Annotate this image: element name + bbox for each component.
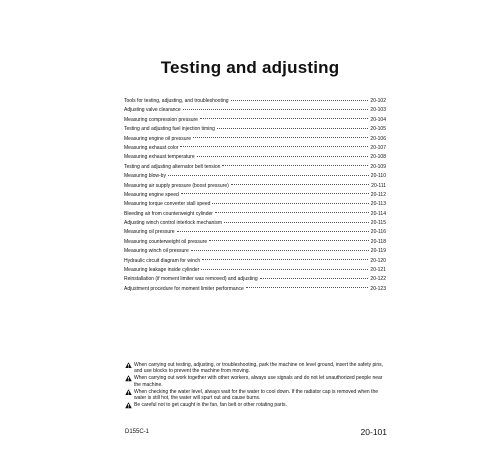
- warning-triangle-icon: [125, 389, 132, 395]
- toc-entry-label: Measuring exhaust temperature: [124, 154, 195, 161]
- toc-dot-leader: [177, 231, 369, 232]
- footer-page-number: 20-101: [360, 427, 387, 437]
- toc-entry: [124, 135, 386, 144]
- toc-dot-leader: [200, 118, 369, 119]
- toc-dot-leader: [202, 259, 368, 260]
- toc-entry-page: 20-110: [370, 173, 386, 180]
- toc-entry-label: Measuring leakage inside cylinder: [124, 267, 200, 274]
- toc-entry-label: Testing and adjusting fuel injection timing: [124, 126, 215, 133]
- toc-entry: [124, 257, 386, 266]
- toc-dot-leader: [180, 146, 368, 147]
- toc-dot-leader: [224, 222, 369, 223]
- toc-entry-page: 20-114: [370, 210, 386, 217]
- toc-entry: [124, 144, 386, 153]
- toc-entry-page: 20-102: [370, 98, 386, 104]
- toc-dot-leader: [201, 269, 368, 270]
- warning-triangle-icon: [125, 375, 132, 381]
- toc-entry-page: 20-123: [370, 285, 386, 292]
- warning-triangle-icon: [125, 362, 132, 368]
- warning-text: Be careful not to get caught in the fan, fan belt or other rotating parts.: [134, 402, 287, 409]
- page-title: Testing and adjusting: [160, 58, 340, 77]
- toc-entry: [124, 228, 386, 237]
- toc-entry-label: Measuring engine speed: [124, 191, 179, 198]
- toc-entry: [124, 191, 386, 200]
- toc-entry: [124, 247, 386, 256]
- toc-dot-leader: [231, 184, 369, 185]
- toc-entry-label: Measuring air supply pressure (boost pressure): [124, 182, 229, 189]
- table-of-contents: [124, 97, 386, 294]
- toc-entry: [124, 172, 386, 181]
- toc-entry: [124, 97, 386, 106]
- footer-model-code: D155C-1: [125, 429, 150, 435]
- toc-entry-page: 20-122: [370, 276, 386, 283]
- toc-entry-page: 20-120: [370, 257, 386, 264]
- toc-entry-page: 20-119: [370, 248, 386, 255]
- toc-dot-leader: [183, 109, 369, 110]
- toc-entry-page: 20-112: [370, 191, 386, 198]
- toc-entry: [124, 200, 386, 209]
- toc-entry-label: Measuring exhaust color: [124, 144, 179, 151]
- toc-entry-label: Testing and adjusting alternator belt tension: [124, 163, 221, 170]
- toc-dot-leader: [209, 240, 369, 241]
- toc-entry-page: 20-104: [370, 116, 386, 123]
- toc-dot-leader: [231, 100, 369, 101]
- toc-entry-label: Measuring oil pressure: [124, 229, 175, 236]
- toc-dot-leader: [217, 128, 369, 129]
- warning-text: When carrying out testing, adjusting, or troubleshooting, park the machine on level ground, insert the safety pins, and use blocks to prevent the machine from moving.: [134, 362, 384, 375]
- toc-entry: [124, 106, 386, 115]
- toc-entry-page: 20-116: [370, 229, 386, 236]
- toc-entry: [124, 238, 386, 247]
- toc-entry: [124, 266, 386, 275]
- toc-dot-leader: [222, 165, 368, 166]
- toc-entry: [124, 210, 386, 219]
- toc-entry: [124, 182, 386, 191]
- toc-entry-label: Hydraulic circuit diagram for winch: [124, 257, 201, 264]
- toc-entry-label: Adjusting winch control interlock mechanism: [124, 220, 223, 227]
- toc-entry-label: Measuring torque converter stall speed: [124, 201, 211, 208]
- toc-entry-page: 20-109: [370, 163, 386, 170]
- toc-entry: [124, 219, 386, 228]
- toc-entry-label: Measuring engine oil pressure: [124, 135, 191, 142]
- toc-entry-label: Adjusting valve clearance: [124, 107, 181, 114]
- toc-entry-page: 20-118: [370, 238, 386, 245]
- toc-entry-label: Tools for testing, adjusting, and troubleshooting: [124, 98, 229, 104]
- toc-entry: [124, 116, 386, 125]
- toc-dot-leader: [193, 137, 368, 138]
- warning-item: [125, 362, 387, 375]
- toc-entry-label: Reinstallation (if moment limiter was removed) and adjusting: [124, 276, 258, 283]
- toc-entry-page: 20-113: [370, 201, 386, 208]
- toc-dot-leader: [197, 156, 369, 157]
- toc-entry-label: Measuring compression pressure: [124, 116, 198, 123]
- toc-entry: [124, 285, 386, 294]
- toc-entry: [124, 163, 386, 172]
- toc-entry-page: 20-103: [370, 107, 386, 114]
- warning-text: When checking the water level, always wait for the water to cool down. If the radiator cap is removed when the water is still hot, the water will spurt out and cause burns.: [134, 388, 379, 402]
- toc-entry-page: 20-108: [370, 154, 386, 161]
- warning-item: [125, 402, 387, 408]
- warning-triangle-icon: [125, 402, 132, 408]
- toc-entry-page: 20-106: [370, 135, 386, 142]
- toc-entry-page: 20-121: [370, 267, 386, 274]
- warning-item: [125, 389, 387, 402]
- warning-item: [125, 375, 387, 388]
- toc-dot-leader: [212, 203, 368, 204]
- safety-warnings: [125, 362, 387, 409]
- warning-text: When carrying out work together with other workers, always use signals and do not let unauthorized people near the machine.: [134, 375, 383, 388]
- toc-entry-label: Adjustment procedure for moment limiter performance: [124, 285, 244, 292]
- toc-dot-leader: [168, 175, 369, 176]
- toc-entry-page: 20-107: [370, 144, 386, 151]
- toc-entry-page: 20-115: [370, 220, 386, 227]
- toc-dot-leader: [215, 212, 369, 213]
- toc-dot-leader: [260, 278, 369, 279]
- toc-entry: [124, 153, 386, 162]
- toc-entry-label: Bleeding air from counterweight cylinder: [124, 210, 213, 217]
- toc-dot-leader: [246, 287, 369, 288]
- toc-dot-leader: [181, 193, 369, 194]
- toc-dot-leader: [191, 250, 369, 251]
- toc-entry-page: 20-111: [371, 182, 386, 189]
- toc-entry-label: Measuring counterweight oil pressure: [124, 238, 208, 245]
- toc-entry-page: 20-105: [370, 126, 386, 133]
- toc-entry: [124, 275, 386, 284]
- toc-entry: [124, 125, 386, 134]
- toc-entry-label: Measuring blow-by: [124, 173, 166, 180]
- toc-entry-label: Measuring winch oil pressure: [124, 248, 189, 255]
